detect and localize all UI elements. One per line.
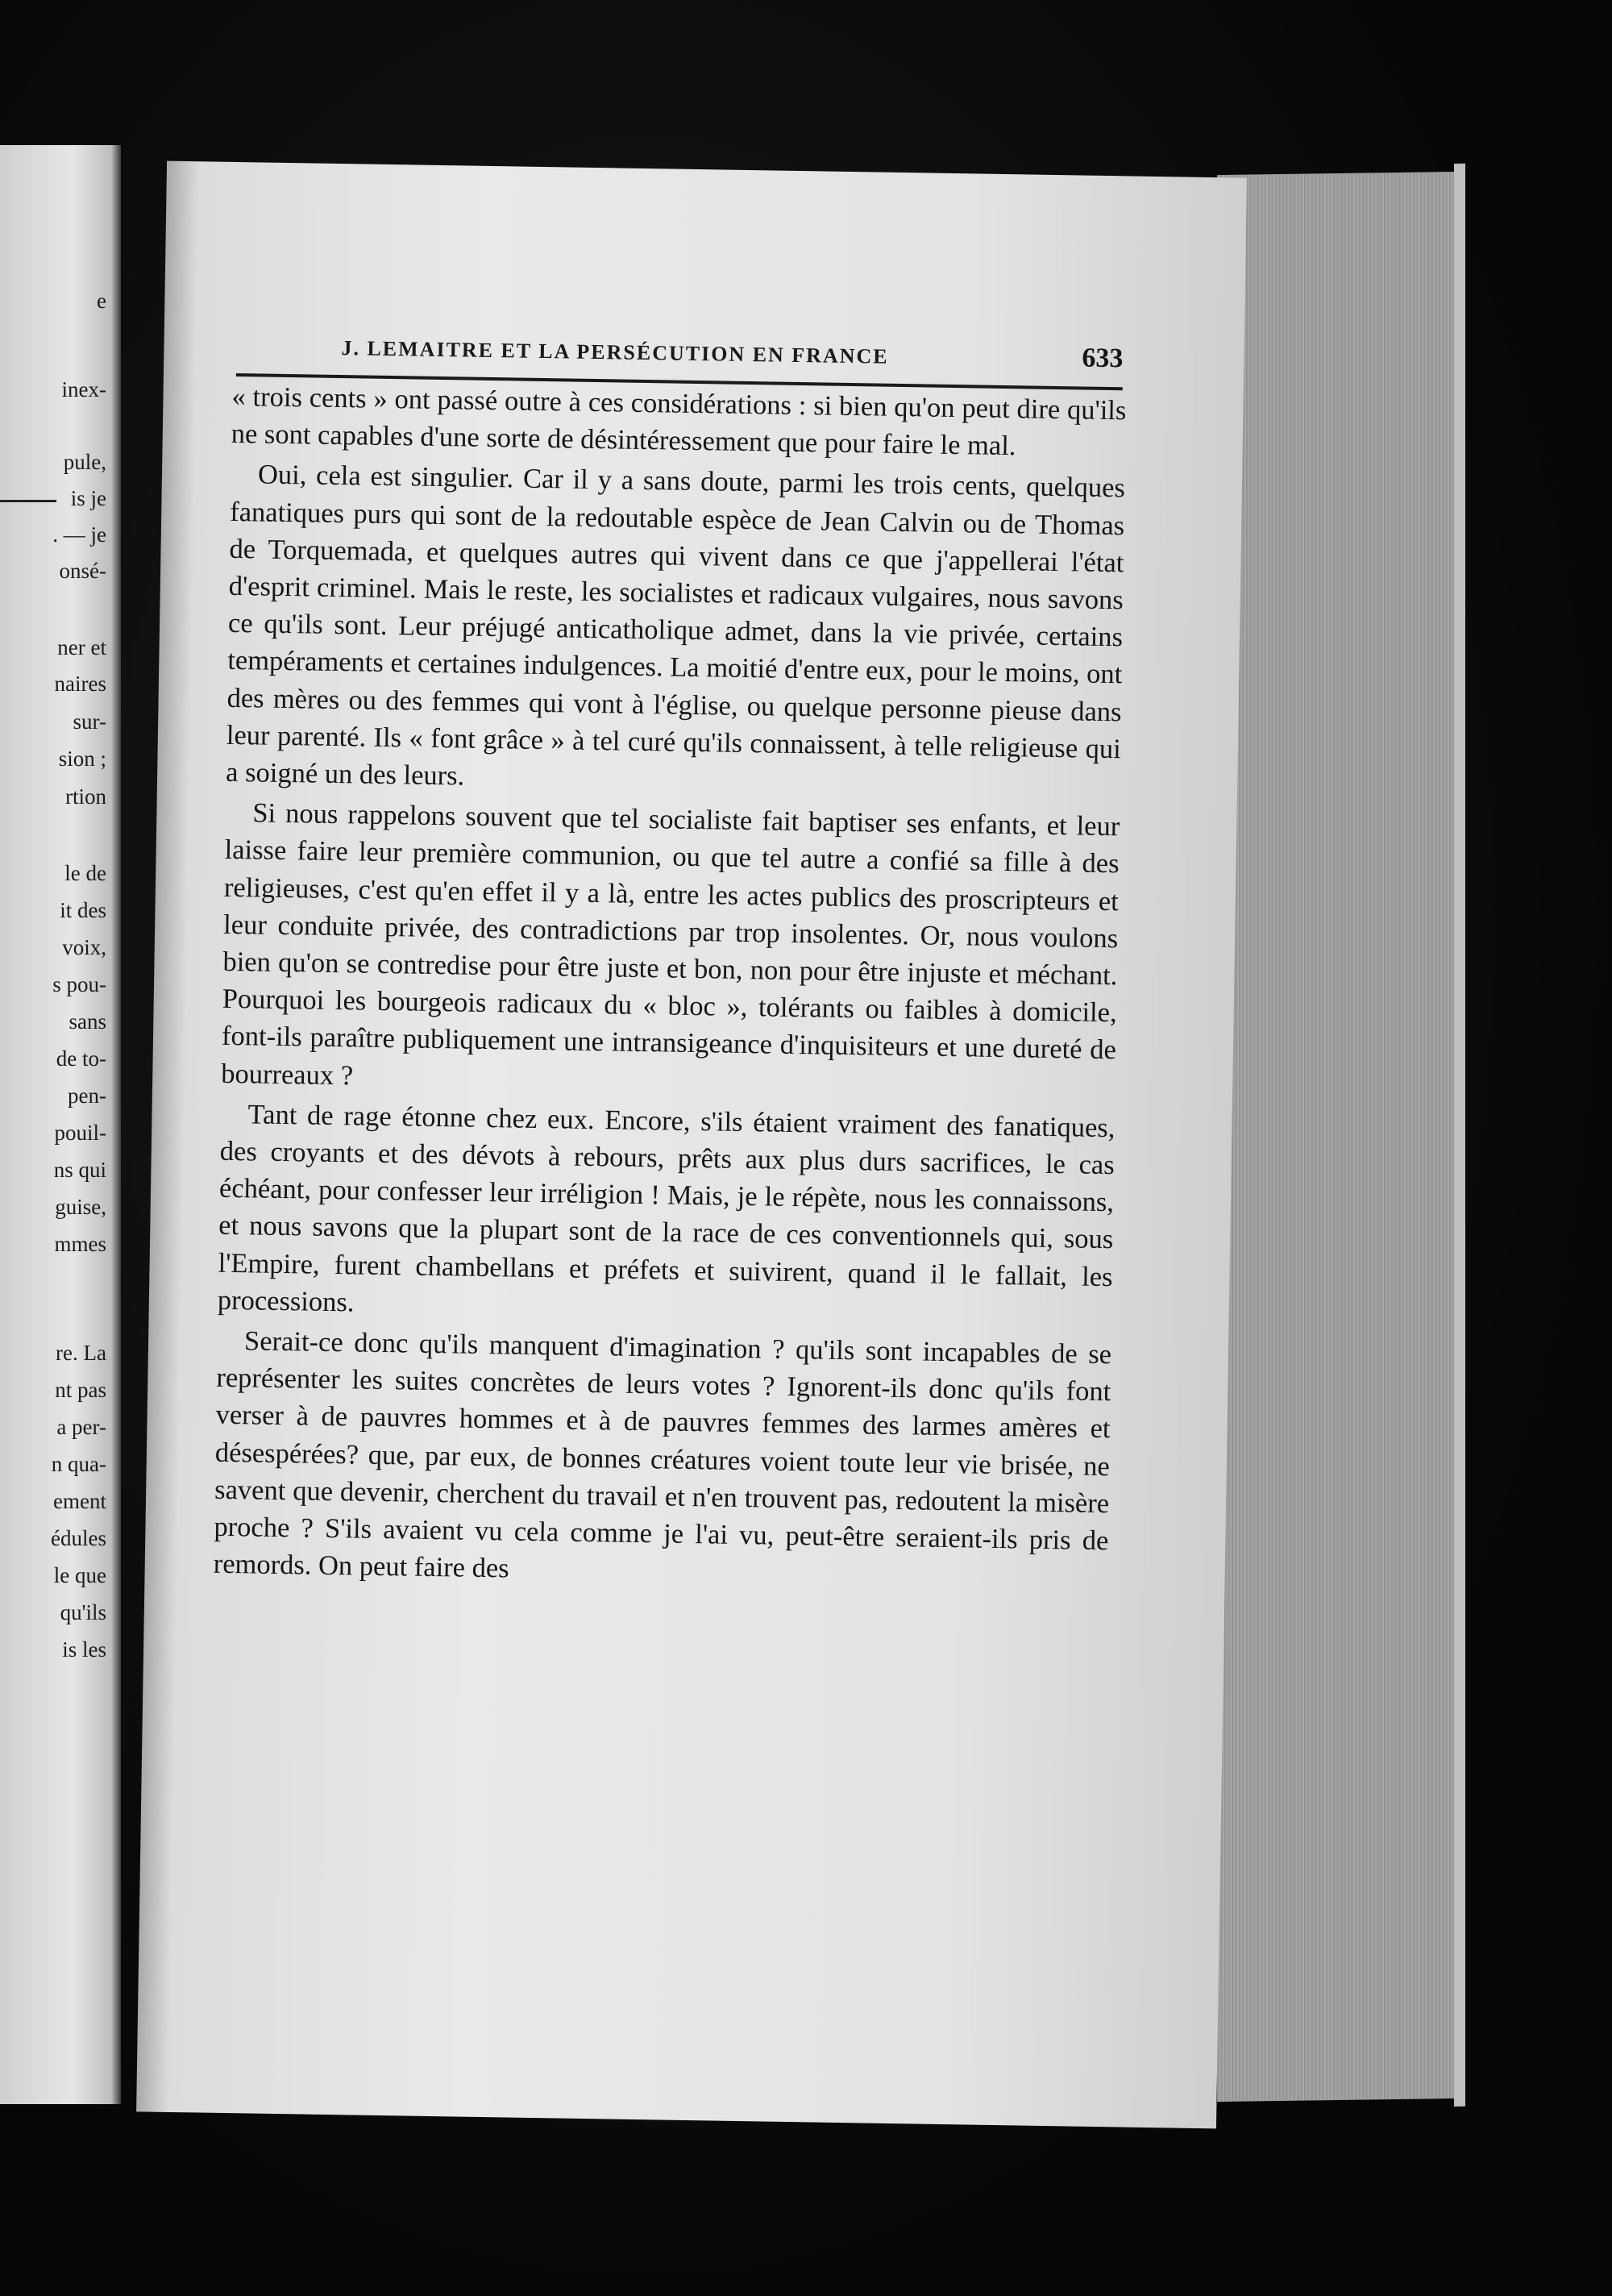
previous-page-line-fragment: le de (64, 861, 106, 885)
previous-page-line-fragment: it des (60, 898, 106, 922)
previous-page-line-fragment: s pou- (52, 972, 106, 996)
previous-page-line-fragment: is je (70, 486, 106, 510)
previous-page-line-fragment: ner et (57, 635, 106, 659)
running-title: J. LEMAITRE ET LA PERSÉCUTION EN FRANCE (341, 336, 889, 368)
previous-page-line-fragment: is les (62, 1637, 106, 1662)
previous-page-line-fragment: sur- (73, 709, 106, 734)
previous-page-line-fragment: de to- (56, 1046, 106, 1071)
previous-page-line-fragment: qu'ils (60, 1600, 106, 1624)
previous-page-line-fragment: a per- (56, 1415, 106, 1439)
paragraph: Serait-ce donc qu'ils manquent d'imagination ? qu'ils sont incapables de se représenter les suites concrètes de leurs votes ? Ignorent-ils donc qu'ils font verser à de pauvres hommes et à de pauvres femmes des larmes amères et désespérées? que, par eux, de bonnes créatures voient toute leur vie brisée, ne savent que devenir, cherchent du travail et n'en trouvent pas, redoutent la misère proche ? S'ils avaient vu cela comme je l'ai vu, peut-être seraient-ils pris de remords. On peut faire des (213, 1325, 1112, 1584)
previous-page-line-fragment: rtion (65, 784, 106, 809)
previous-page-line-fragment: ement (53, 1489, 106, 1513)
body-text (213, 378, 1126, 1597)
previous-page-line-fragment: mmes (54, 1232, 106, 1256)
previous-page-line-fragment: sans (69, 1009, 106, 1034)
previous-page-line-fragment: inex- (61, 377, 106, 401)
previous-page-line-fragment: édules (51, 1526, 106, 1550)
previous-page-line-fragment: onsé- (59, 559, 106, 583)
previous-page-line-fragment: le que (53, 1563, 106, 1587)
previous-page-line-fragment: naires (54, 672, 106, 696)
paragraph: Oui, cela est singulier. Car il y a sans doute, parmi les trois cents, quelques fanatiques purs qui sont de la redoutable espèce de Jean Calvin ou de Thomas de Torquemada, et quelques autres qui vivent dans ce que j'appellerai l'état d'esprit criminel. Mais le reste, les socialistes et radicaux vulgaires, nous savons ce qu'ils sont. Leur préjugé anticatholique admet, dans la vie privée, certains tempéraments et certaines indulgences. La moitié d'entre eux, pour le moins, ont des mères ou des femmes qui vont à l'église, ou quelque personne pieuse dans leur parenté. Ils « font grâce » à tel curé qu'ils connaissent, à telle religieuse qui a soigné un des leurs. (225, 459, 1126, 792)
previous-page-line-fragment: . — je (52, 522, 106, 547)
previous-page-line-fragment: pouil- (54, 1121, 106, 1145)
previous-page-line-fragment: guise, (55, 1195, 106, 1219)
paragraph: Tant de rage étonne chez eux. Encore, s'ils étaient vraiment des fanatiques, des croyants et des dévots à rebours, prêts aux plus durs sacrifices, le cas échéant, pour confesser leur irréligion ! Mais, je le répète, nous les connaissons, et nous savons que la plupart sont de la race de ces conventionnels qui, sous l'Empire, furent chambellans et préfets et suivirent, quand il le fallait, les processions. (217, 1099, 1116, 1318)
page-block-edges (1217, 172, 1459, 2102)
page-number: 633 (1082, 343, 1124, 374)
book-page (136, 161, 1247, 2129)
previous-page-line-fragment: pule, (63, 450, 106, 474)
previous-page-line-fragment: pen- (68, 1084, 106, 1108)
previous-page-line-fragment: e (97, 289, 106, 313)
previous-page-line-fragment: voix, (62, 935, 106, 959)
previous-page-line-fragment: ns qui (53, 1158, 106, 1182)
previous-page-line-fragment: nt pas (55, 1378, 106, 1402)
previous-page-line-fragment: n qua- (51, 1452, 106, 1476)
previous-page-line-fragment: re. La (56, 1341, 106, 1365)
paragraph: Si nous rappelons souvent que tel socialiste fait baptiser ses enfants, et leur laisse faire leur première communion, ou que tel autre a confié sa fille à des religieuses, c'est qu'en effet il y a là, entre les actes publics des proscripteurs et leur conduite privée, des contradictions par trop insolentes. Or, nous voulons bien qu'on se contredise pour être juste et bon, non pour être injuste et méchant. Pourquoi les bourgeois radicaux du « bloc », tolérants ou faibles à domicile, font-ils paraître publiquement une intransigeance d'inquisiteurs et une dureté de bourreaux ? (221, 797, 1120, 1092)
paragraph-continuation: « trois cents » ont passé outre à ces considérations : si bien qu'on peut dire qu'ils ne sont capables d'une sorte de désintéressement que pour faire le mal. (231, 381, 1127, 462)
previous-page-fragment (0, 145, 121, 2104)
previous-page-line-fragment: sion ; (58, 747, 106, 771)
